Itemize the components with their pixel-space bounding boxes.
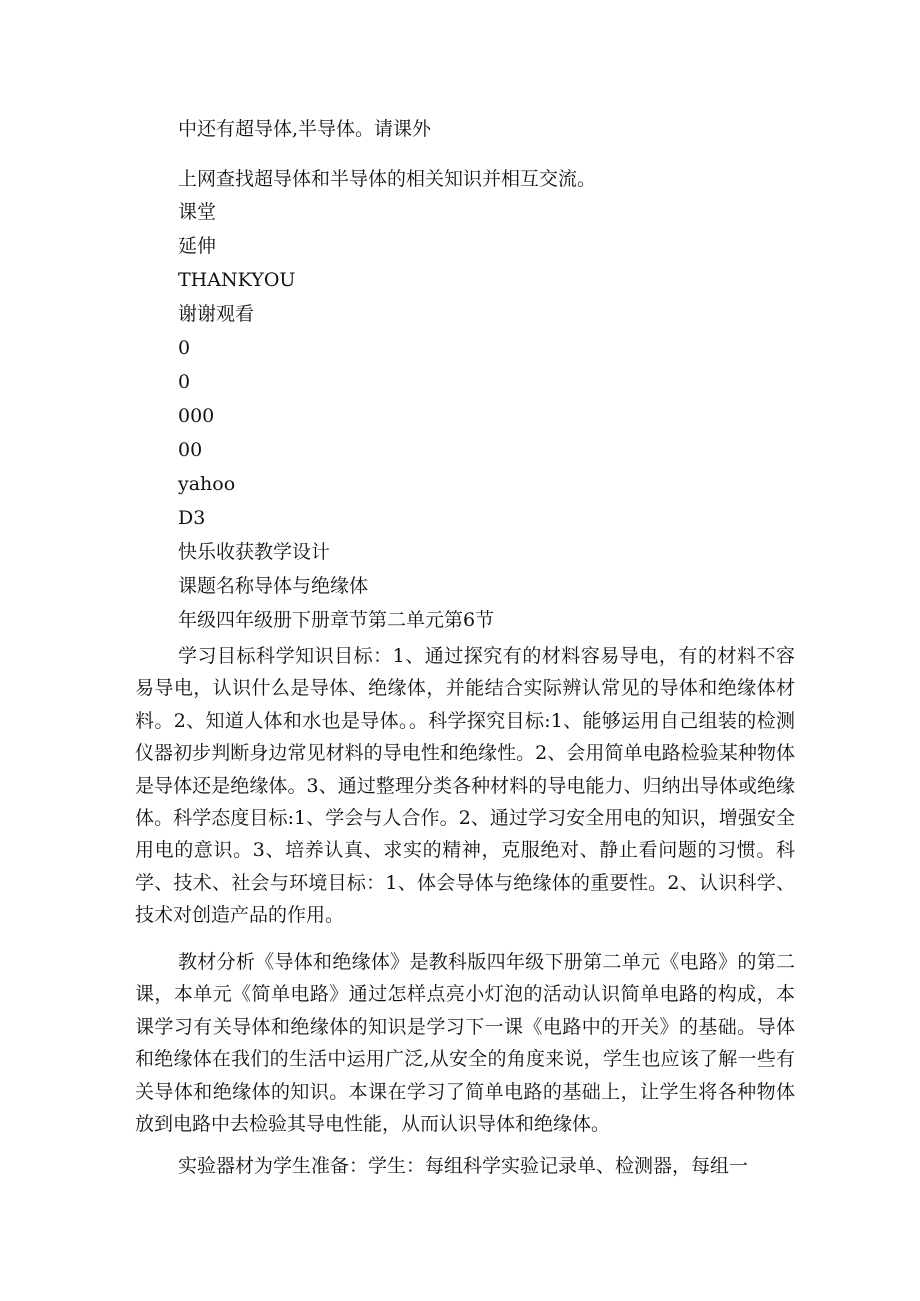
text-line-14: 课题名称导体与绝缘体 [178, 575, 369, 597]
text-line-10: 00 [178, 439, 203, 461]
text-line-9: 000 [178, 405, 215, 427]
text-line-3: 课堂 [178, 201, 217, 223]
text-line-13: 快乐收获教学设计 [178, 541, 331, 563]
paragraph-equipment: 实验器材为学生准备：学生：每组科学实验记录单、检测器，每组一 [178, 1155, 749, 1177]
text-line-12: D3 [178, 507, 206, 529]
paragraph-learning-goals: 学习目标科学知识目标：1、通过探究有的材料容易导电，有的材料不容易导电，认识什么是导体、绝缘体，并能结合实际辨认常见的导体和绝缘体材料。2、知道人体和水也是导体。。科学探究目标:1、能够运用自己组装的检测仪器初步判断身边常见材料的导电性和绝缘性。2、会用简单电路检验某种物体是导体还是绝缘体。3、通过整理分类各种材料的导电能力、归纳出导体或绝缘体。科学态度目标:1、学会与人合作。2、通过学习安全用电的知识，增强安全用电的意识。3、培养认真、求实的精神，克服绝对、静止看问题的习惯。科学、技术、社会与环境目标：1、体会导体与绝缘体的重要性。2、认识科学、技术对创造产品的作用。 [135, 645, 795, 927]
text-line-5: THANKYOU [178, 269, 296, 291]
paragraph-material-analysis: 教材分析《导体和绝缘体》是教科版四年级下册第二单元《电路》的第二课，本单元《简单电路》通过怎样点亮小灯泡的活动认识简单电路的构成，本课学习有关导体和绝缘体的知识是学习下一课《电路中的开关》的基础。导体和绝缘体在我们的生活中运用广泛,从安全的角度来说，学生也应该了解一些有关导体和绝缘体的知识。本课在学习了简单电路的基础上，让学生将各种物体放到电路中去检验其导电性能，从而认识导体和绝缘体。 [135, 951, 795, 1136]
text-line-4: 延伸 [178, 235, 217, 257]
text-line-1: 中还有超导体,半导体。请课外 [178, 118, 432, 140]
text-line-6: 谢谢观看 [178, 303, 255, 325]
text-line-11: yahoo [178, 473, 236, 495]
text-line-2: 上网查找超导体和半导体的相关知识并相互交流。 [178, 168, 597, 190]
text-line-15: 年级四年级册下册章节第二单元第6节 [178, 609, 495, 631]
text-line-8: 0 [178, 371, 191, 393]
text-line-7: 0 [178, 337, 191, 359]
